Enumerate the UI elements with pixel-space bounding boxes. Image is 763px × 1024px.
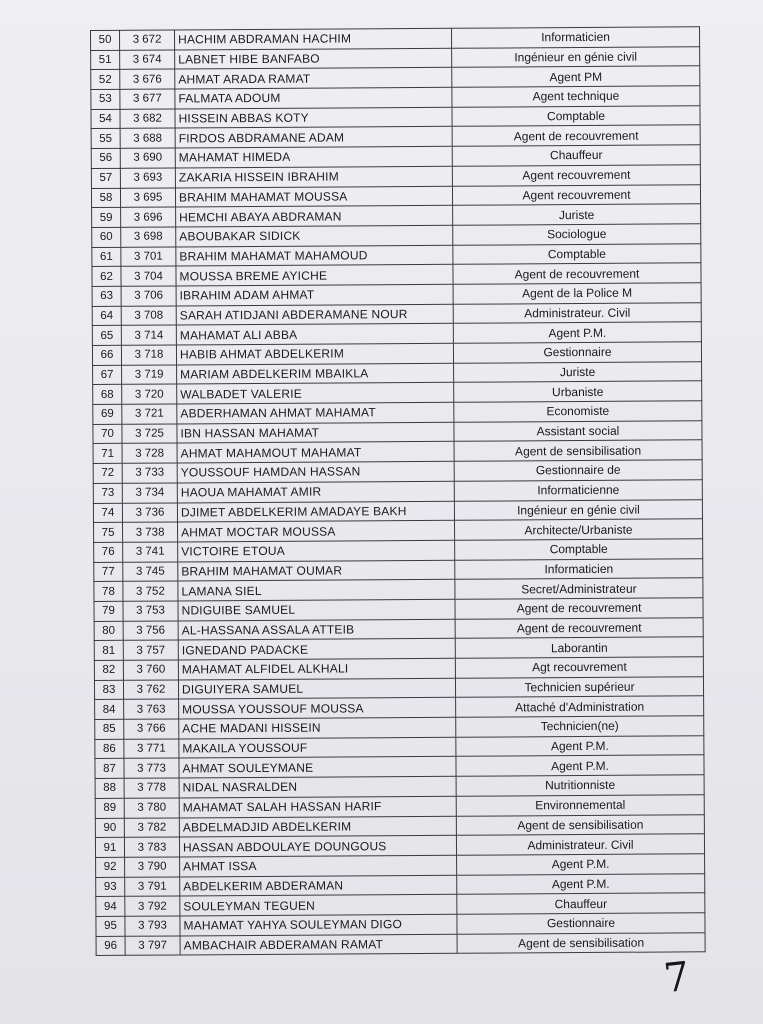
row-number: 88 <box>95 778 124 798</box>
job-title: Chauffeur <box>457 893 705 914</box>
registration-number: 3 696 <box>121 207 176 227</box>
employee-name: ZAKARIA HISSEIN IBRAHIM <box>175 166 452 187</box>
registration-number: 3 762 <box>123 680 178 700</box>
row-number: 87 <box>95 759 124 779</box>
row-number: 90 <box>95 818 124 838</box>
job-title: Juriste <box>453 204 701 225</box>
row-number: 69 <box>93 404 122 424</box>
employee-name: DJIMET ABDELKERIM AMADAYE BAKH <box>177 501 454 522</box>
registration-number: 3 701 <box>121 247 176 267</box>
registration-number: 3 674 <box>120 50 175 70</box>
row-number: 91 <box>95 837 124 857</box>
row-number: 59 <box>92 208 121 228</box>
row-number: 92 <box>96 857 125 877</box>
employee-name: AL-HASSANA ASSALA ATTEIB <box>178 619 455 640</box>
row-number: 58 <box>91 188 120 208</box>
row-number: 83 <box>94 680 123 700</box>
employee-name: HABIB AHMAT ABDELKERIM <box>176 343 453 364</box>
job-title: Agent P.M. <box>453 322 701 343</box>
registration-number: 3 706 <box>121 286 176 306</box>
job-title: Agent de sensibilisation <box>457 932 705 953</box>
job-title: Gestionnaire <box>453 342 701 363</box>
registration-number: 3 721 <box>122 404 177 424</box>
job-title: Informaticien <box>455 558 703 579</box>
registration-number: 3 690 <box>120 148 175 168</box>
registration-number: 3 763 <box>124 699 179 719</box>
registration-number: 3 682 <box>120 109 175 129</box>
registration-number: 3 773 <box>124 758 179 778</box>
job-title: Agent de recouvrement <box>453 263 701 284</box>
employee-name: ACHE MADANI HISSEIN <box>179 717 456 738</box>
employee-name: YOUSSOUF HAMDAN HASSAN <box>177 461 454 482</box>
registration-number: 3 676 <box>120 69 175 89</box>
job-title: Agent P.M. <box>456 736 704 757</box>
registration-number: 3 720 <box>122 384 177 404</box>
row-number: 81 <box>94 641 123 661</box>
job-title: Agent de la Police M <box>453 283 701 304</box>
employee-name: MAHAMAT ALFIDEL ALKHALI <box>178 658 455 679</box>
employee-name: AMBACHAIR ABDERAMAN RAMAT <box>180 934 457 955</box>
registration-number: 3 756 <box>123 621 178 641</box>
job-title: Administrateur. Civil <box>456 834 704 855</box>
job-title: Assistant social <box>454 421 702 442</box>
job-title: Attaché d'Administration <box>456 696 704 717</box>
registration-number: 3 741 <box>123 542 178 562</box>
table-row <box>96 932 705 955</box>
job-title: Technicien(ne) <box>456 716 704 737</box>
row-number: 60 <box>92 227 121 247</box>
registration-number: 3 780 <box>124 798 179 818</box>
job-title: Agent recouvrement <box>452 165 700 186</box>
row-number: 75 <box>94 522 123 542</box>
registration-number: 3 736 <box>122 502 177 522</box>
row-number: 51 <box>91 50 120 70</box>
job-title: Comptable <box>452 106 700 127</box>
row-number: 64 <box>92 306 121 326</box>
registration-number: 3 757 <box>123 640 178 660</box>
employee-name: IGNEDAND PADACKE <box>178 639 455 660</box>
registration-number: 3 718 <box>121 345 176 365</box>
employee-name: MAHAMAT HIMEDA <box>175 146 452 167</box>
row-number: 61 <box>92 247 121 267</box>
job-title: Agent de sensibilisation <box>454 440 702 461</box>
row-number: 78 <box>94 582 123 602</box>
registration-number: 3 677 <box>120 89 175 109</box>
job-title: Agent de sensibilisation <box>456 814 704 835</box>
row-number: 74 <box>93 503 122 523</box>
job-title: Administrateur. Civil <box>453 302 701 323</box>
registration-number: 3 745 <box>123 562 178 582</box>
registration-number: 3 695 <box>120 187 175 207</box>
employee-name: FALMATA ADOUM <box>175 87 452 108</box>
job-title: Sociologue <box>453 224 701 245</box>
employee-name: MAHAMAT ALI ABBA <box>176 324 453 345</box>
employee-name: HEMCHI ABAYA ABDRAMAN <box>176 205 453 226</box>
job-title: Agent P.M. <box>457 873 705 894</box>
row-number: 85 <box>95 719 124 739</box>
job-title: Comptable <box>455 539 703 560</box>
registration-number: 3 728 <box>122 443 177 463</box>
row-number: 93 <box>96 877 125 897</box>
employee-name: MARIAM ABDELKERIM MBAIKLA <box>177 363 454 384</box>
job-title: Ingénieur en génie civil <box>454 499 702 520</box>
row-number: 77 <box>94 562 123 582</box>
job-title: Agent de recouvrement <box>455 598 703 619</box>
employee-name: WALBADET VALERIE <box>177 383 454 404</box>
employee-name: MOUSSA YOUSSOUF MOUSSA <box>179 698 456 719</box>
row-number: 65 <box>92 326 121 346</box>
registration-number: 3 771 <box>124 739 179 759</box>
registration-number: 3 793 <box>125 916 180 936</box>
row-number: 89 <box>95 798 124 818</box>
employee-name: MAHAMAT YAHYA SOULEYMAN DIGO <box>180 914 457 935</box>
employee-name: AHMAT MAHAMOUT MAHAMAT <box>177 442 454 463</box>
registration-number: 3 797 <box>125 936 180 956</box>
row-number: 62 <box>92 267 121 287</box>
row-number: 70 <box>93 424 122 444</box>
registration-number: 3 725 <box>122 424 177 444</box>
employee-name: SARAH ATIDJANI ABDERAMANE NOUR <box>176 304 453 325</box>
employee-name: HISSEIN ABBAS KOTY <box>175 107 452 128</box>
employee-name: AHMAT ISSA <box>180 855 457 876</box>
job-title: Secret/Administrateur <box>455 578 703 599</box>
job-title: Urbaniste <box>454 381 702 402</box>
row-number: 84 <box>95 700 124 720</box>
job-title: Agent PM <box>452 66 700 87</box>
job-title: Nutritionniste <box>456 775 704 796</box>
employee-name: VICTOIRE ETOUA <box>178 540 455 561</box>
registration-number: 3 738 <box>123 522 178 542</box>
registration-number: 3 719 <box>122 365 177 385</box>
job-title: Economiste <box>454 401 702 422</box>
job-title: Technicien supérieur <box>455 676 703 697</box>
registration-number: 3 792 <box>125 896 180 916</box>
row-number: 95 <box>96 916 125 936</box>
row-number: 94 <box>96 897 125 917</box>
employee-name: IBN HASSAN MAHAMAT <box>177 422 454 443</box>
registration-number: 3 791 <box>125 877 180 897</box>
job-title: Chauffeur <box>452 145 700 166</box>
registration-number: 3 672 <box>120 30 175 50</box>
job-title: Architecte/Urbaniste <box>455 519 703 540</box>
registration-number: 3 778 <box>124 778 179 798</box>
registration-number: 3 783 <box>124 837 179 857</box>
job-title: Laborantin <box>455 637 703 658</box>
registration-number: 3 753 <box>123 601 178 621</box>
row-number: 80 <box>94 621 123 641</box>
registration-number: 3 734 <box>122 483 177 503</box>
staff-list-body <box>91 27 706 956</box>
registration-number: 3 698 <box>121 227 176 247</box>
row-number: 55 <box>91 129 120 149</box>
registration-number: 3 752 <box>123 581 178 601</box>
employee-name: DIGUIYERA SAMUEL <box>178 678 455 699</box>
employee-name: AHMAT MOCTAR MOUSSA <box>178 520 455 541</box>
job-title: Agt recouvrement <box>455 657 703 678</box>
row-number: 86 <box>95 739 124 759</box>
staff-list-table-wrapper <box>90 26 706 956</box>
job-title: Gestionnaire de <box>454 460 702 481</box>
job-title: Informaticien <box>451 27 699 48</box>
row-number: 79 <box>94 601 123 621</box>
employee-name: MOUSSA BREME AYICHE <box>176 265 453 286</box>
row-number: 52 <box>91 70 120 90</box>
employee-name: MAKAILA YOUSSOUF <box>179 737 456 758</box>
employee-name: LABNET HIBE BANFABO <box>175 48 452 69</box>
employee-name: ABOUBAKAR SIDICK <box>176 225 453 246</box>
row-number: 96 <box>96 936 125 956</box>
handwritten-page-number: 7 <box>661 953 692 1003</box>
job-title: Agent technique <box>452 86 700 107</box>
registration-number: 3 693 <box>120 168 175 188</box>
employee-name: AHMAT ARADA RAMAT <box>175 68 452 89</box>
registration-number: 3 733 <box>122 463 177 483</box>
employee-name: LAMANA SIEL <box>178 580 455 601</box>
row-number: 50 <box>91 30 120 50</box>
registration-number: 3 766 <box>124 719 179 739</box>
employee-name: BRAHIM MAHAMAT MOUSSA <box>175 186 452 207</box>
registration-number: 3 714 <box>121 325 176 345</box>
employee-name: ABDELMADJID ABDELKERIM <box>179 816 456 837</box>
employee-name: HASSAN ABDOULAYE DOUNGOUS <box>179 835 456 856</box>
job-title: Agent de recouvrement <box>455 617 703 638</box>
employee-name: IBRAHIM ADAM AHMAT <box>176 284 453 305</box>
employee-name: SOULEYMAN TEGUEN <box>180 895 457 916</box>
row-number: 67 <box>93 365 122 385</box>
registration-number: 3 708 <box>121 306 176 326</box>
registration-number: 3 790 <box>125 857 180 877</box>
registration-number: 3 688 <box>120 128 175 148</box>
employee-name: ABDERHAMAN AHMAT MAHAMAT <box>177 402 454 423</box>
job-title: Informaticienne <box>454 480 702 501</box>
row-number: 73 <box>93 483 122 503</box>
employee-name: BRAHIM MAHAMAT OUMAR <box>178 560 455 581</box>
employee-name: ABDELKERIM ABDERAMAN <box>180 875 457 896</box>
row-number: 63 <box>92 286 121 306</box>
row-number: 72 <box>93 463 122 483</box>
employee-name: HACHIM ABDRAMAN HACHIM <box>175 28 452 49</box>
job-title: Environnemental <box>456 795 704 816</box>
row-number: 54 <box>91 109 120 129</box>
registration-number: 3 782 <box>124 817 179 837</box>
row-number: 57 <box>91 168 120 188</box>
row-number: 76 <box>94 542 123 562</box>
employee-name: NDIGUIBE SAMUEL <box>178 599 455 620</box>
employee-name: NIDAL NASRALDEN <box>179 776 456 797</box>
staff-list-table <box>90 26 706 956</box>
employee-name: FIRDOS ABDRAMANE ADAM <box>175 127 452 148</box>
row-number: 53 <box>91 89 120 109</box>
employee-name: HAOUA MAHAMAT AMIR <box>177 481 454 502</box>
job-title: Gestionnaire <box>457 913 705 934</box>
employee-name: BRAHIM MAHAMAT MAHAMOUD <box>176 245 453 266</box>
job-title: Comptable <box>453 243 701 264</box>
job-title: Juriste <box>454 361 702 382</box>
registration-number: 3 704 <box>121 266 176 286</box>
employee-name: AHMAT SOULEYMANE <box>179 757 456 778</box>
registration-number: 3 760 <box>123 660 178 680</box>
row-number: 68 <box>93 385 122 405</box>
job-title: Agent P.M. <box>456 755 704 776</box>
job-title: Agent P.M. <box>457 854 705 875</box>
employee-name: MAHAMAT SALAH HASSAN HARIF <box>179 796 456 817</box>
job-title: Ingénieur en génie civil <box>452 46 700 67</box>
row-number: 66 <box>92 345 121 365</box>
job-title: Agent recouvrement <box>452 184 700 205</box>
row-number: 82 <box>94 660 123 680</box>
row-number: 71 <box>93 444 122 464</box>
row-number: 56 <box>91 148 120 168</box>
job-title: Agent de recouvrement <box>452 125 700 146</box>
